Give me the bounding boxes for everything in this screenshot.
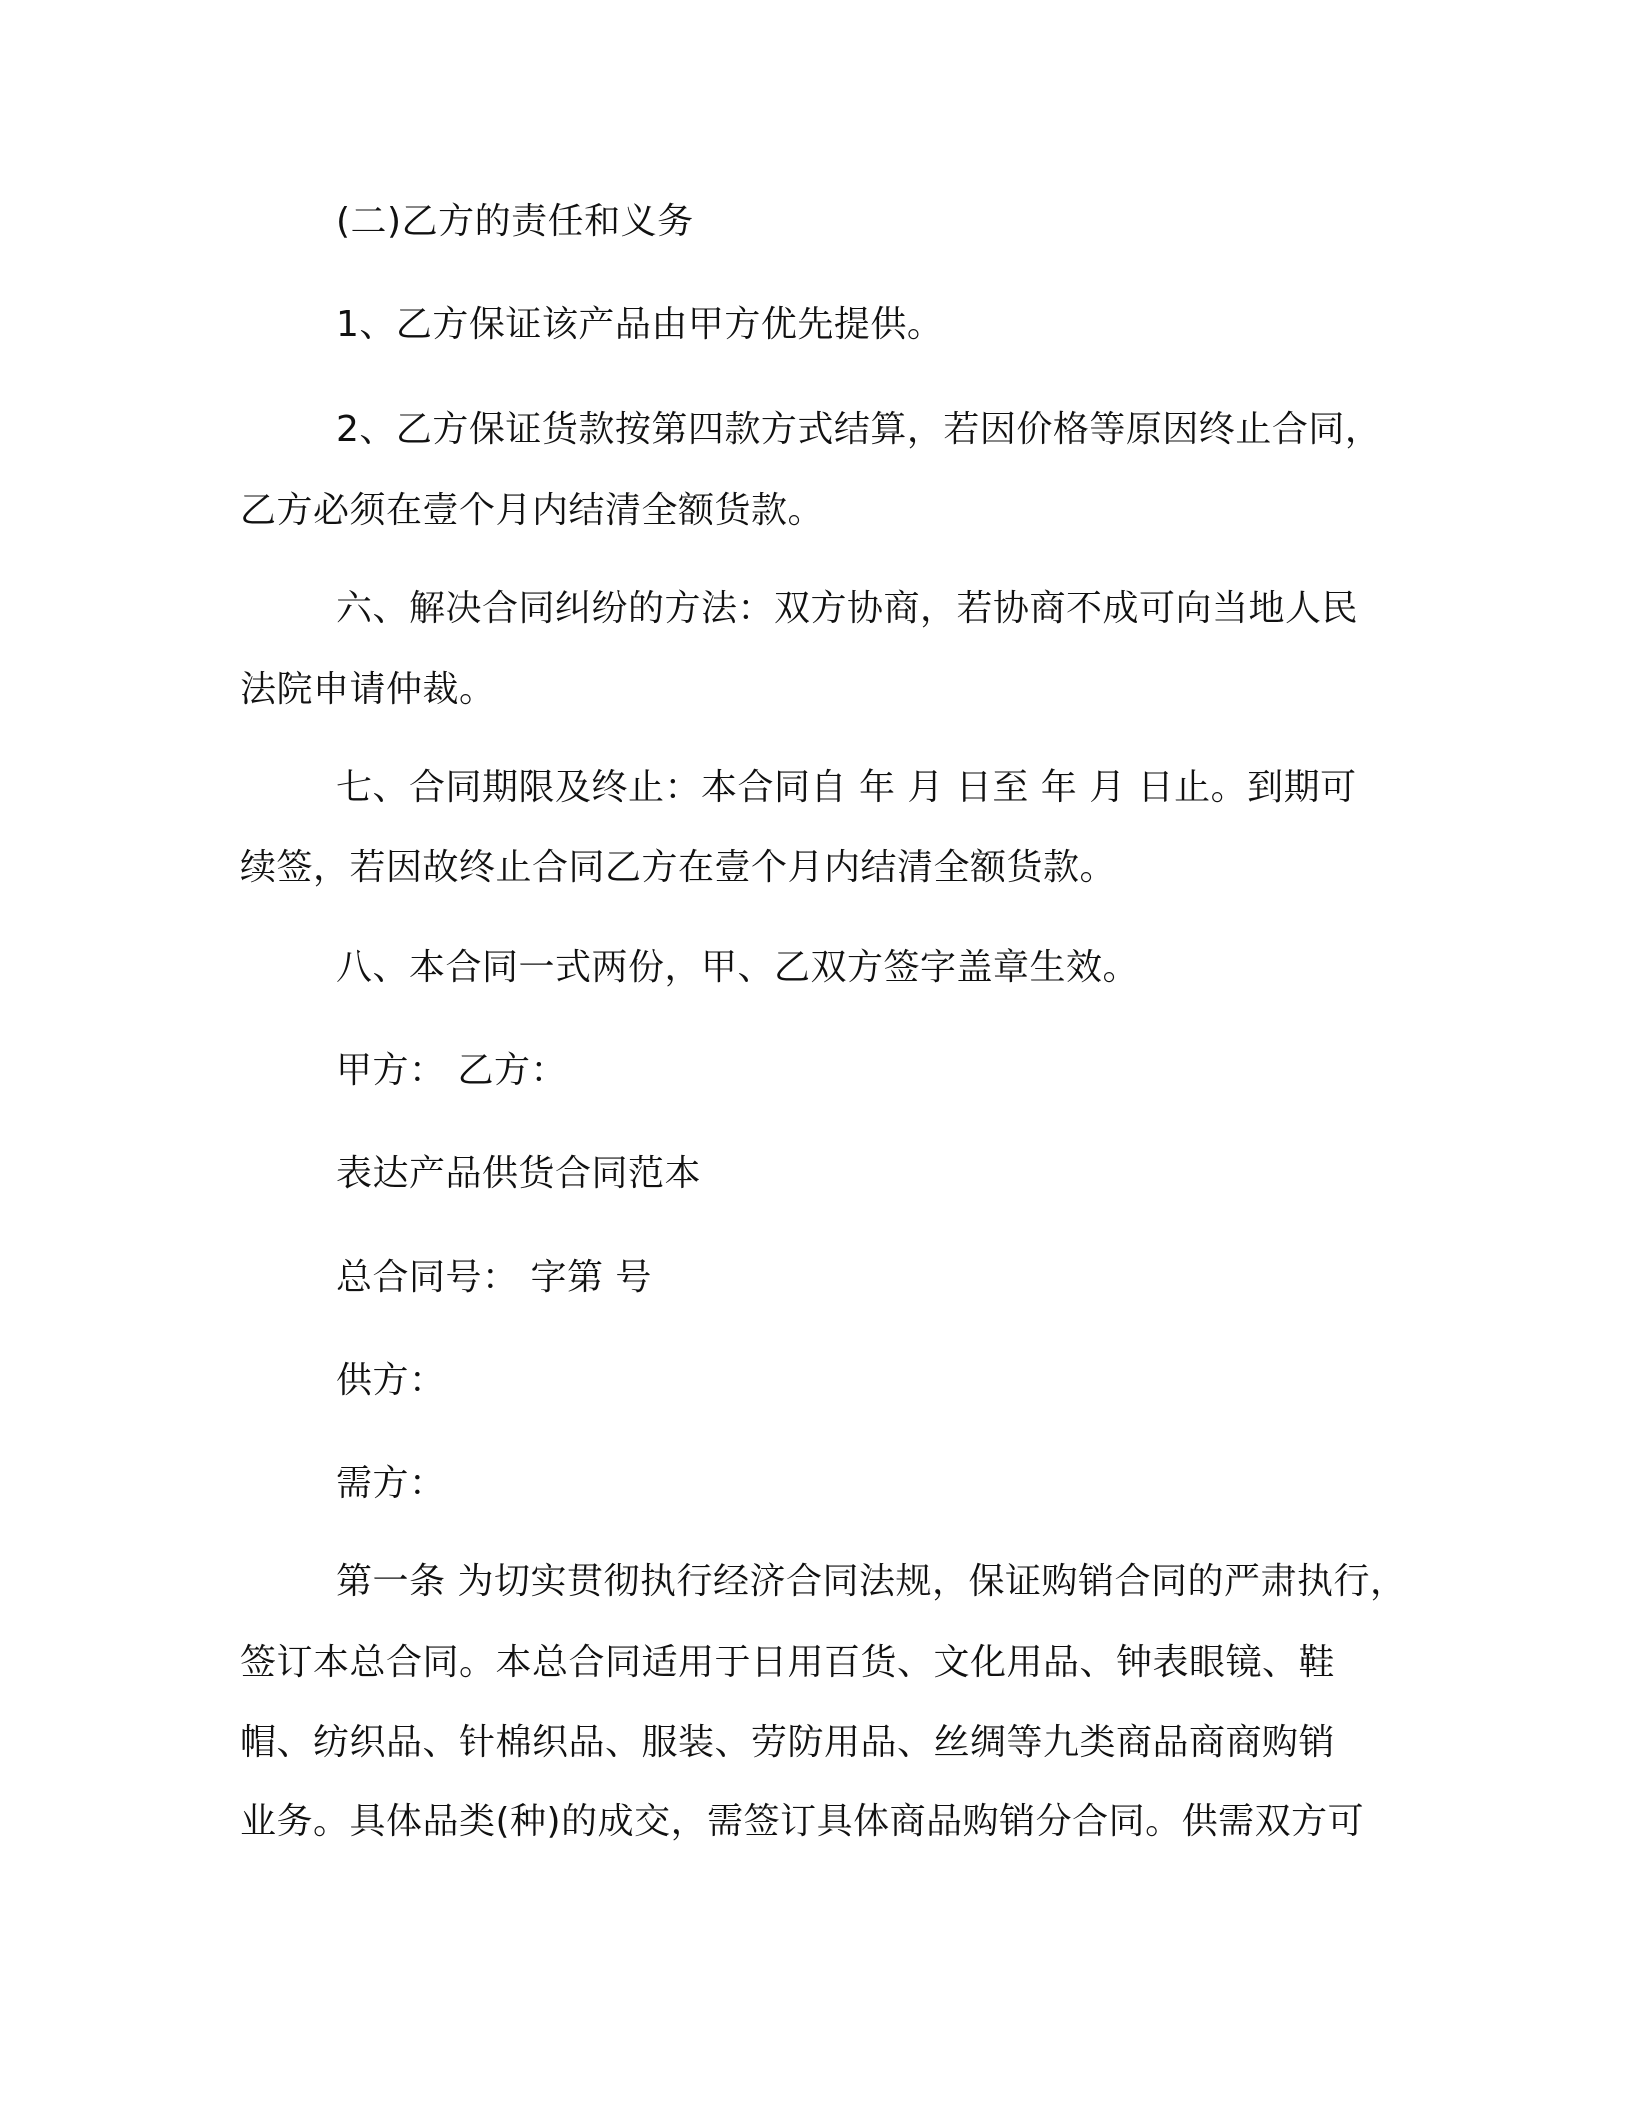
article-8: 八、本合同一式两份，甲、乙双方签字盖章生效。 [336, 947, 1140, 988]
article-7-line-2: 续签，若因故终止合同乙方在壹个月内结清全额货款。 [240, 847, 1117, 888]
article-6-line-1: 六、解决合同纠纷的方法：双方协商，若协商不成可向当地人民 [336, 588, 1359, 629]
article-1-line-1: 第一条 为切实贯彻执行经济合同法规，保证购销合同的严肃执行， [336, 1561, 1407, 1602]
contract-number: 总合同号： 字第 号 [336, 1257, 652, 1298]
clause-2-line-2: 乙方必须在壹个月内结清全额货款。 [240, 490, 825, 531]
section-heading: (二)乙方的责任和义务 [336, 201, 694, 242]
buyer-label: 需方： [336, 1463, 446, 1504]
article-6-line-2: 法院申请仲裁。 [240, 669, 496, 710]
article-1-line-3: 帽、纺织品、针棉织品、服装、劳防用品、丝绸等九类商品商商购销 [240, 1722, 1336, 1763]
party-signatures: 甲方： 乙方： [336, 1050, 567, 1091]
supplier-label: 供方： [336, 1360, 446, 1401]
clause-2-line-1: 2、乙方保证货款按第四款方式结算，若因价格等原因终止合同， [336, 409, 1382, 450]
article-7-line-1: 七、合同期限及终止：本合同自 年 月 日至 年 月 日止。到期可 [336, 767, 1357, 808]
contract-title: 表达产品供货合同范本 [336, 1153, 702, 1194]
article-1-line-4: 业务。具体品类(种)的成交，需签订具体商品购销分合同。供需双方可 [240, 1801, 1365, 1842]
article-1-line-2: 签订本总合同。本总合同适用于日用百货、文化用品、钟表眼镜、鞋 [240, 1642, 1336, 1683]
clause-1: 1、乙方保证该产品由甲方优先提供。 [336, 304, 944, 345]
